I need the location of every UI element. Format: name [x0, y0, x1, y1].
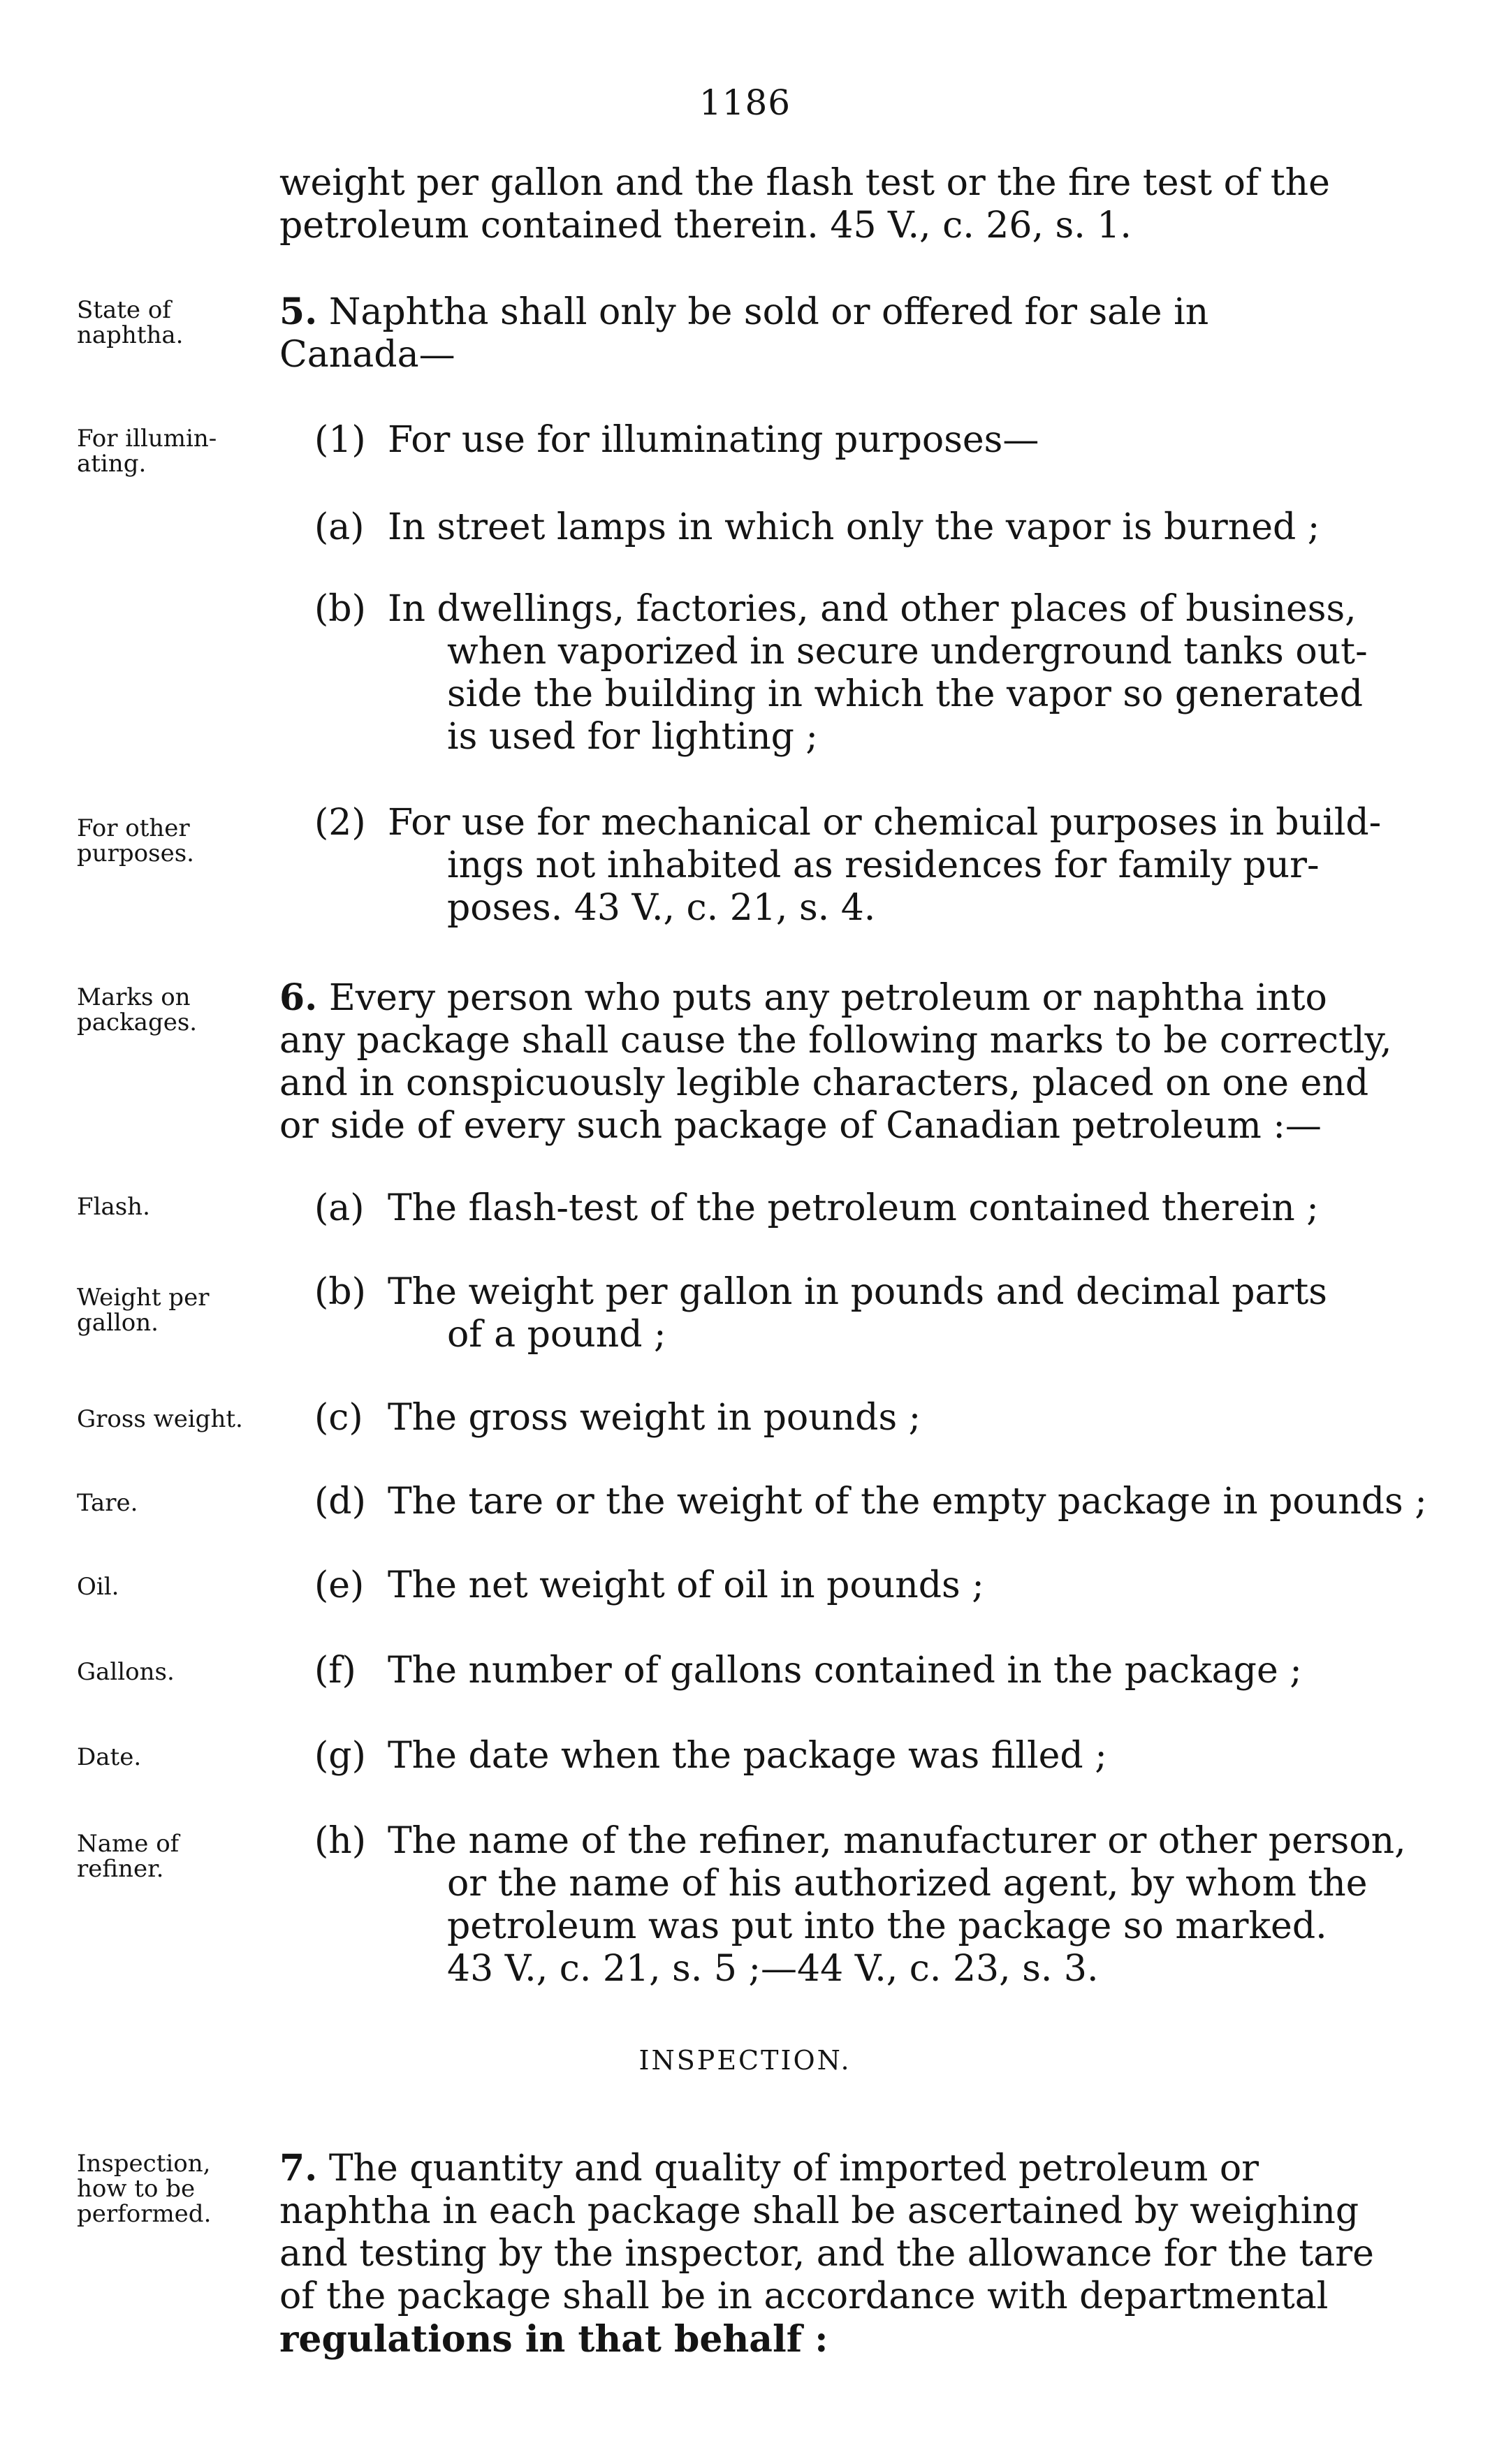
margin-note-tare	[77, 1490, 272, 1516]
page-number: 1186	[699, 82, 791, 123]
item-text: of a pound ;	[447, 1314, 666, 1356]
item-text: is used for lighting ;	[447, 716, 818, 758]
margin-note-weight-per-gallon	[77, 1285, 272, 1335]
text-line: of the package shall be in accordance with departmental	[279, 2275, 1329, 2317]
text-line: weight per gallon and the flash test or the fire test of the	[279, 162, 1330, 204]
margin-line: Flash.	[77, 1193, 150, 1221]
item-text: The net weight of oil in pounds ;	[388, 1564, 984, 1606]
item-text: when vaporized in secure underground tanks out-	[447, 631, 1368, 673]
margin-line: State of	[77, 296, 171, 324]
text-line: petroleum contained therein. 45 V., c. 26, s. 1.	[279, 205, 1132, 247]
text-line	[279, 291, 1397, 334]
section-6	[279, 976, 1397, 1147]
margin-line: performed.	[77, 2200, 212, 2228]
text-line	[279, 2147, 1397, 2190]
margin-line: Name of	[77, 1830, 180, 1858]
item-label: (g)	[314, 1735, 366, 1777]
item-label: (2)	[314, 802, 366, 844]
margin-line: Tare.	[77, 1489, 138, 1517]
item-label: (h)	[314, 1820, 367, 1862]
item-text: In dwellings, factories, and other places of business,	[388, 588, 1357, 630]
text-line: Canada—	[279, 334, 455, 376]
section-number: 6.	[279, 976, 318, 1019]
item-label: (b)	[314, 1271, 366, 1313]
margin-line: packages.	[77, 1009, 198, 1036]
margin-note-for-illuminating	[77, 426, 272, 476]
item-text: The date when the package was filled ;	[388, 1735, 1107, 1777]
item-label: (1)	[314, 419, 366, 461]
margin-note-flash	[77, 1194, 272, 1219]
section-heading: INSPECTION.	[638, 2045, 852, 2076]
margin-line: how to be	[77, 2175, 196, 2203]
item-text: side the building in which the vapor so generated	[447, 673, 1363, 715]
section-number: 7.	[279, 2147, 318, 2190]
item-text: The name of the refiner, manufacturer or other person,	[388, 1820, 1406, 1862]
item-text: poses. 43 V., c. 21, s. 4.	[447, 887, 876, 929]
margin-note-state-of-naphtha	[77, 298, 272, 348]
section-text: Every person who puts any petroleum or naphtha into	[328, 977, 1327, 1019]
item-text: The gross weight in pounds ;	[388, 1397, 921, 1439]
margin-line: For other	[77, 814, 190, 842]
text-line: any package shall cause the following marks to be correctly,	[279, 1020, 1392, 1062]
item-label: (b)	[314, 588, 366, 630]
item-label: (c)	[314, 1397, 363, 1439]
margin-line: gallon.	[77, 1309, 159, 1337]
item-text: ings not inhabited as residences for family pur-	[447, 844, 1320, 886]
text-line	[279, 976, 1397, 1020]
margin-line: Weight per	[77, 1284, 210, 1312]
margin-line: Gallons.	[77, 1658, 175, 1686]
item-text: For use for illuminating purposes—	[388, 419, 1039, 461]
margin-line: Inspection,	[77, 2150, 211, 2178]
margin-line: Marks on	[77, 983, 191, 1011]
section-text: Naphtha shall only be sold or offered for sale in	[328, 291, 1209, 333]
item-text: The flash-test of the petroleum contained therein ;	[388, 1187, 1319, 1229]
section-5	[279, 291, 1397, 376]
margin-line: naphtha.	[77, 321, 184, 349]
text-line: and in conspicuously legible characters, placed on one end	[279, 1062, 1369, 1104]
section-text: The quantity and quality of imported petroleum or	[328, 2148, 1259, 2190]
margin-line: refiner.	[77, 1855, 164, 1883]
margin-line: For illumin-	[77, 425, 217, 453]
margin-note-inspection	[77, 2151, 272, 2227]
section-7	[279, 2147, 1397, 2361]
item-label: (a)	[314, 506, 365, 548]
margin-line: Date.	[77, 1743, 142, 1771]
text-line: regulations in that behalf :	[279, 2318, 828, 2361]
margin-line: ating.	[77, 450, 147, 478]
margin-note-gallons	[77, 1659, 272, 1685]
item-label: (f)	[314, 1650, 356, 1692]
margin-note-name-of-refiner	[77, 1831, 272, 1882]
margin-note-date	[77, 1745, 272, 1770]
item-label: (a)	[314, 1187, 365, 1229]
item-text: In street lamps in which only the vapor is burned ;	[388, 506, 1320, 548]
text-line: naphtha in each package shall be ascertained by weighing	[279, 2190, 1359, 2232]
item-text: The weight per gallon in pounds and decimal parts	[388, 1271, 1327, 1313]
item-text: For use for mechanical or chemical purposes in build-	[388, 802, 1382, 844]
item-text: The tare or the weight of the empty package in pounds ;	[388, 1481, 1427, 1523]
margin-line: Gross weight.	[77, 1405, 243, 1433]
intro-paragraph	[279, 162, 1397, 247]
item-text: The number of gallons contained in the package ;	[388, 1650, 1302, 1692]
text-line: or side of every such package of Canadian petroleum :—	[279, 1105, 1322, 1147]
margin-line: purposes.	[77, 839, 194, 867]
margin-note-marks-on-packages	[77, 985, 272, 1035]
text-line: and testing by the inspector, and the allowance for the tare	[279, 2233, 1374, 2275]
margin-line: Oil.	[77, 1573, 119, 1601]
margin-note-oil	[77, 1574, 272, 1599]
margin-note-gross-weight	[77, 1407, 272, 1432]
item-text: petroleum was put into the package so marked.	[447, 1905, 1327, 1947]
item-label: (d)	[314, 1481, 366, 1523]
item-label: (e)	[314, 1564, 365, 1606]
item-text: 43 V., c. 21, s. 5 ;—44 V., c. 23, s. 3.	[447, 1948, 1099, 1990]
section-number: 5.	[279, 291, 318, 333]
item-text: or the name of his authorized agent, by whom the	[447, 1863, 1368, 1905]
margin-note-for-other-purposes	[77, 816, 272, 866]
